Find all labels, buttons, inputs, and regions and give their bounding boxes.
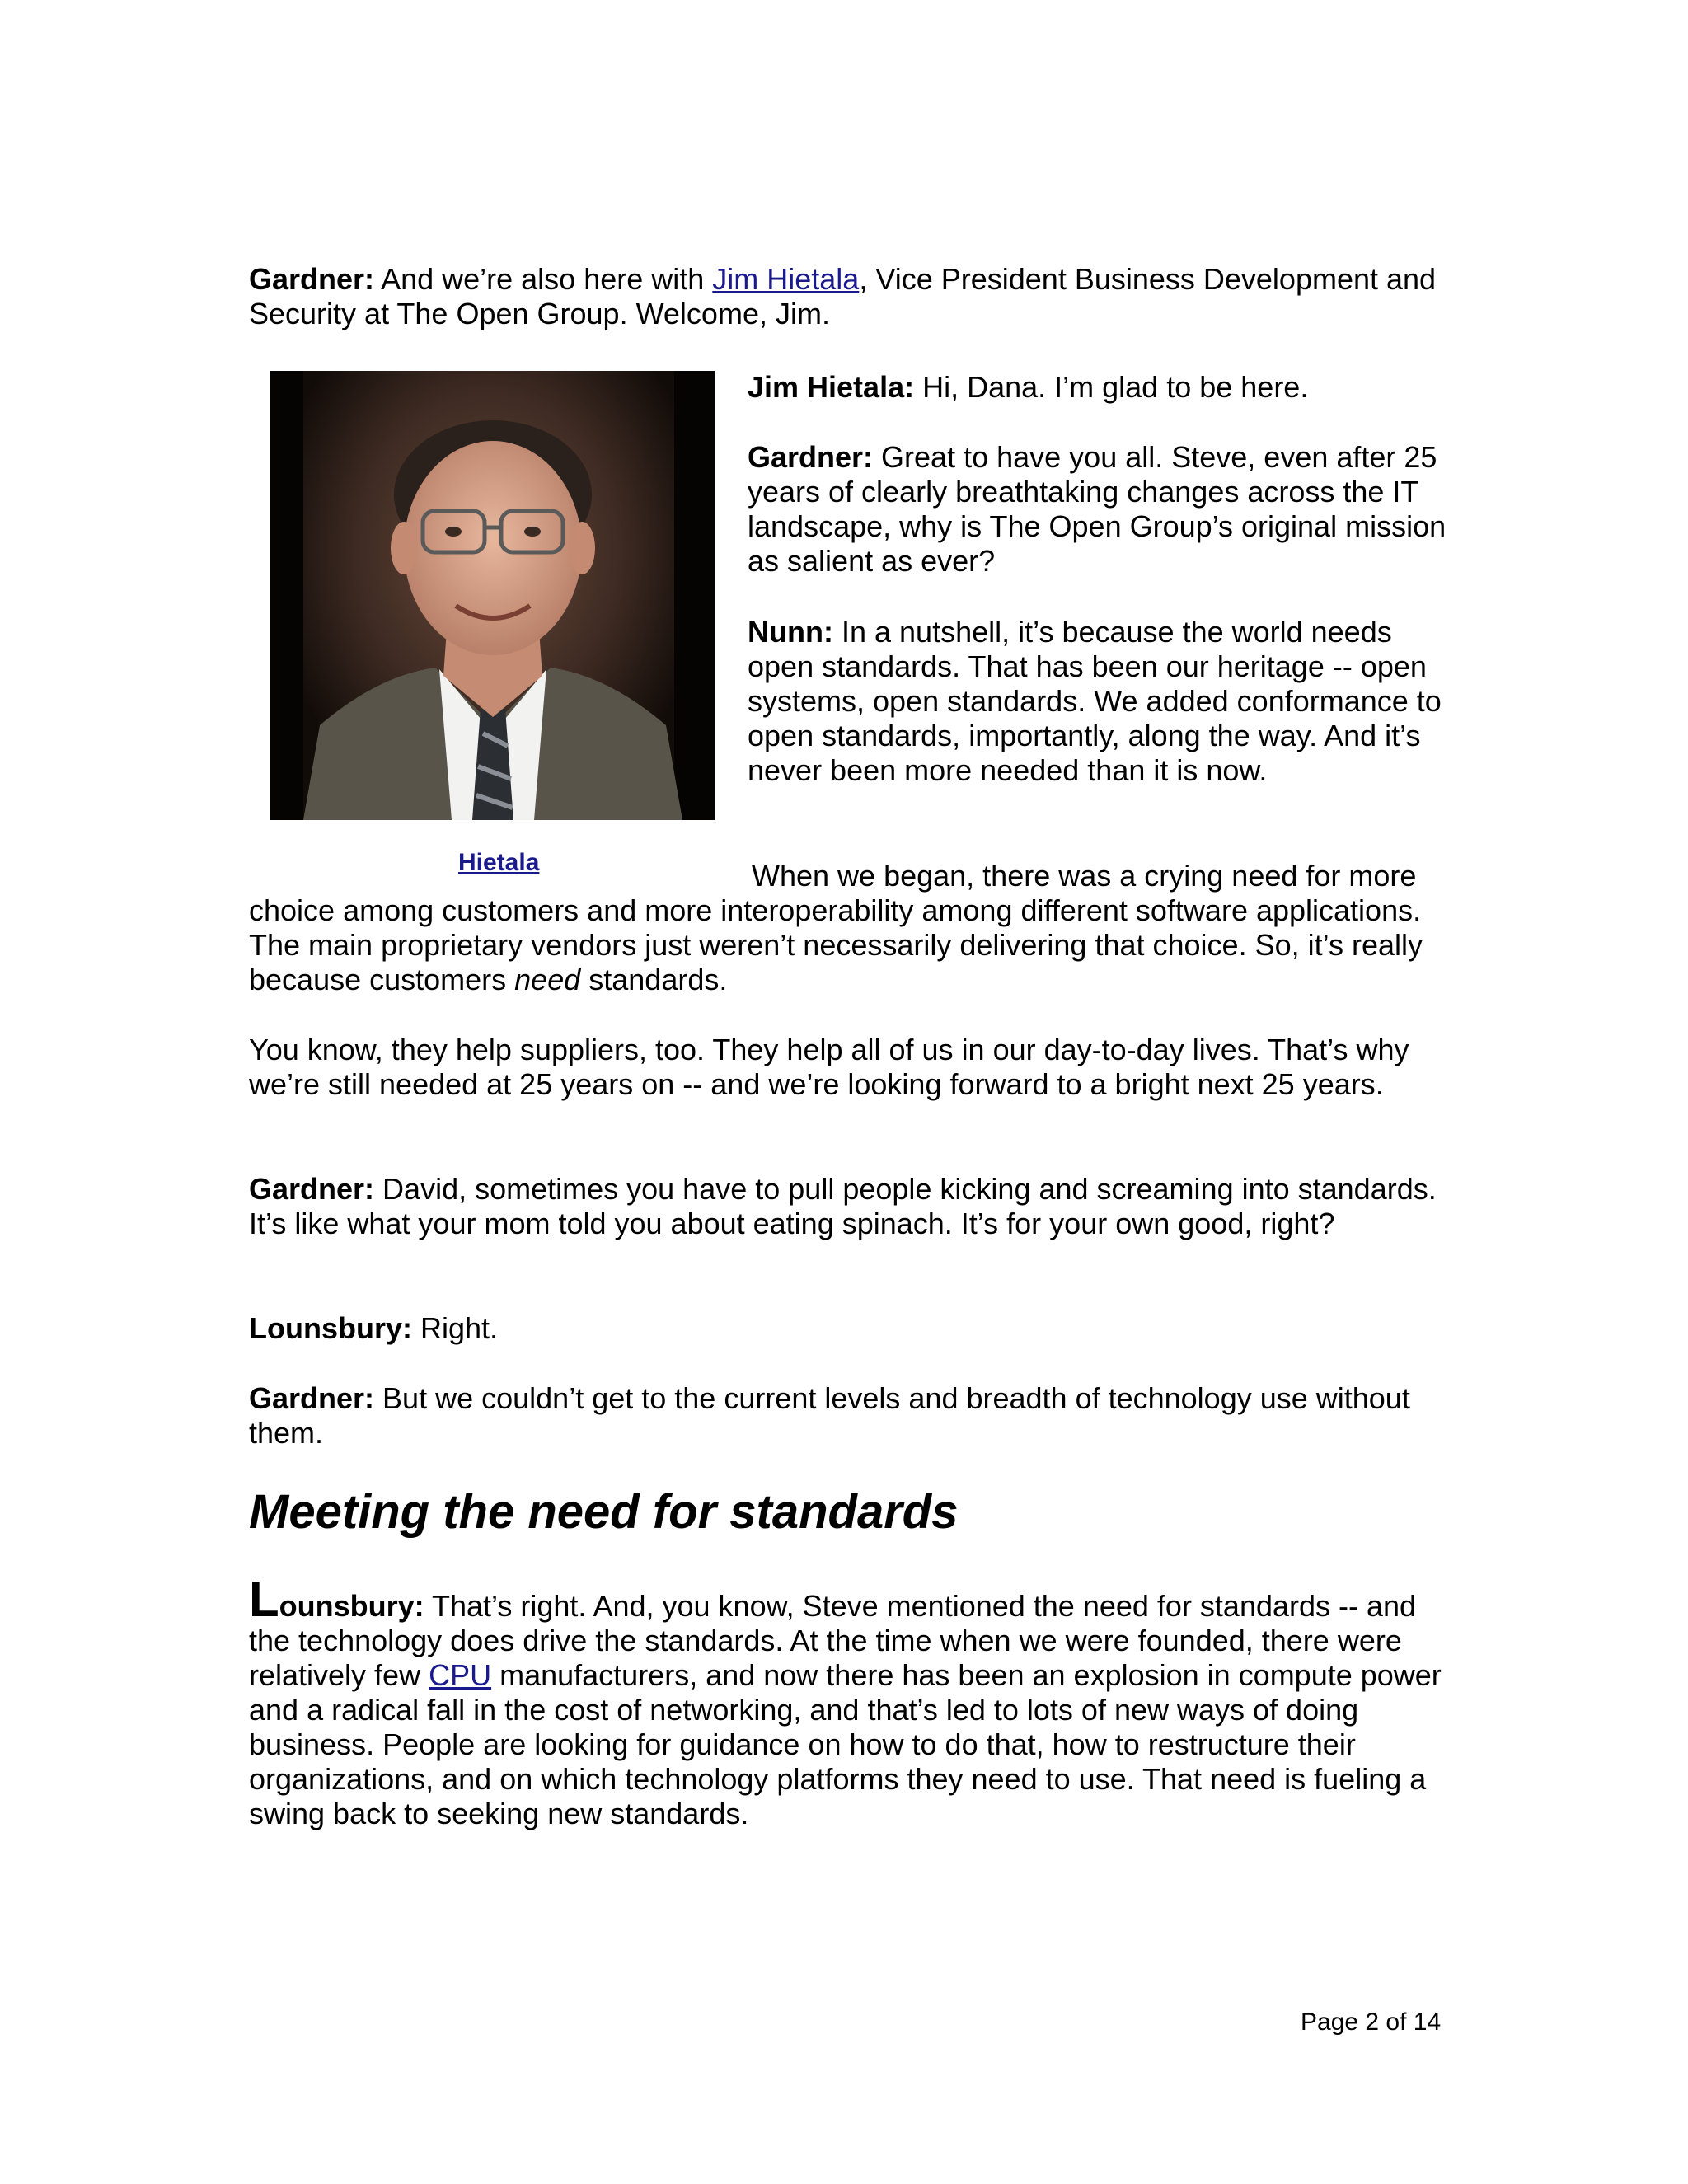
paragraph-text: You know, they help suppliers, too. They help all of us in our day-to-day lives. That’s why we’re still needed at 25 years on -- and we’re looking forward to a bright next 25 years. — [249, 1033, 1409, 1101]
paragraph-text-end: manufacturers, and now there has been an explosion in compute power and a radical fall in the cost of networking, and that’s led to lots of new ways of doing business. People are looking for guidance on how to do that, how to restructure their organizations, and on which technology platforms they need to use. That need is fueling a swing back to seeking new standards. — [249, 1658, 1442, 1830]
portrait-photo — [270, 371, 715, 820]
page-number: Page 2 of 14 — [1301, 2008, 1442, 2036]
paragraph-text: When we began, there was a crying need for more — [752, 859, 1417, 893]
right-column-paragraph-1 — [748, 370, 1456, 405]
speaker-label: Gardner: — [249, 1381, 375, 1415]
gardner-paragraph-3 — [249, 1381, 1444, 1451]
paragraph-text: That’s right. And, you know, Steve mentioned the need for standards -- and the technology does drive the standards. At the time when we were founded, there were relatively few — [249, 1589, 1417, 1692]
paragraph-text: In a nutshell, it’s because the world needs open standards. That has been our heritage -- open systems, open standards. We added conformance to open standards, importantly, along the way. And it’s never been more needed than it is now. — [748, 615, 1442, 787]
began-first-line — [752, 859, 1461, 893]
section-heading: Meeting the need for standards — [249, 1485, 959, 1539]
speaker-label: Gardner: — [249, 262, 375, 296]
cpu-link[interactable]: CPU — [429, 1658, 492, 1692]
speaker-label: Jim Hietala: — [748, 370, 915, 404]
person-portrait-image — [270, 371, 715, 820]
lounsbury-paragraph-2 — [249, 1572, 1444, 1831]
intro-text: And we’re also here with — [374, 262, 713, 296]
speaker-label: ounsbury: — [279, 1589, 424, 1623]
paragraph-text: Great to have you all. Steve, even after 25 years of clearly breathtaking changes across the IT landscape, why is The Open Group’s original mission as salient as ever? — [748, 440, 1447, 578]
you-know-paragraph — [249, 1033, 1444, 1102]
speaker-label: Gardner: — [748, 440, 874, 474]
paragraph-text: choice among customers and more interoperability among different software applications. The main proprietary vendors just weren’t necessarily delivering that choice. So, it’s really because customers — [249, 893, 1423, 996]
speaker-label: Lounsbury: — [249, 1311, 412, 1345]
paragraph-text: Right. — [411, 1311, 499, 1345]
paragraph-text: Hi, Dana. I’m glad to be here. — [914, 370, 1309, 404]
right-column-paragraph-2 — [748, 440, 1456, 579]
paragraph-text: David, sometimes you have to pull people kicking and screaming into standards. It’s like what your mom told you about eating spinach. It’s for your own good, right? — [249, 1172, 1437, 1240]
right-column-paragraph-3 — [748, 615, 1456, 788]
speaker-label: Gardner: — [249, 1172, 375, 1206]
speaker-label: Nunn: — [748, 615, 833, 649]
paragraph-text: But we couldn’t get to the current levels and breadth of technology use without them. — [249, 1381, 1410, 1450]
lounsbury-paragraph-1 — [249, 1311, 1444, 1346]
photo-caption-link[interactable]: Hietala — [458, 849, 540, 876]
emphasis-text: need — [514, 963, 581, 996]
drop-cap: L — [249, 1572, 279, 1627]
intro-paragraph — [249, 262, 1444, 331]
began-paragraph-continued — [249, 893, 1444, 997]
portrait-figure — [270, 371, 715, 820]
gardner-paragraph-2 — [249, 1172, 1444, 1241]
jim-hietala-link[interactable]: Jim Hietala — [712, 262, 860, 296]
paragraph-text-end: standards. — [580, 963, 728, 996]
intro-text-end: , Vice President Business Development and Security at The Open Group. Welcome, Jim. — [249, 262, 1437, 330]
